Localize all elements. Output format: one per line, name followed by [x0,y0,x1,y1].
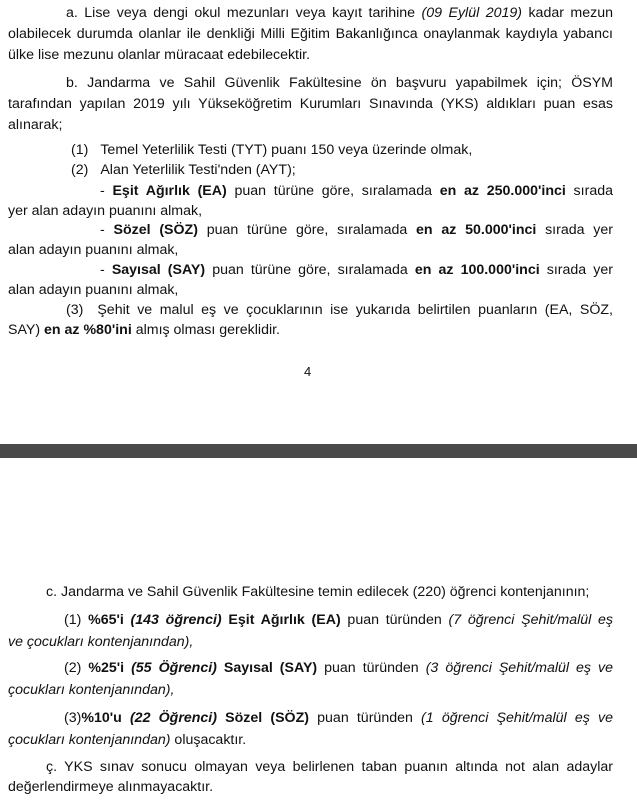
para-a-text-end: kadar mezun olabilecek durumda olanlar ile denkliği Milli Eğitim Bakanlığınca onaylanmak kaydıyla yabancı ülke lise mezunu olanlar müracaat edebilecektir. [8,5,614,63]
item-3-min-percent: en az %80'ini [44,322,132,338]
quota-3-count: (22 Öğrenci) [129,710,217,726]
quota-1 [64,610,613,630]
item-3-cont-text: SAY) [8,322,45,338]
quota-2-note: (3 öğrenci Şehit/malül eş ve [425,660,613,676]
quota-2 [64,658,613,678]
item-2 [71,160,296,180]
say-requirement [100,260,613,280]
quota-1-continuation [8,632,193,652]
quota-1-percent: %65'i [88,612,124,628]
quota-3-type: Sözel (SÖZ) [225,710,309,726]
quota-3-percent: %10'u [81,710,122,726]
soz-text: puan türüne göre, sıralamada [197,222,417,238]
say-rank: en az 100.000'inci [414,262,540,278]
item-3 [66,300,613,320]
soz-continuation: alan adayın puanını almak, [8,242,179,258]
item-1-text: Temel Yeterlilik Testi (TYT) puanı 150 veya üzerinde olmak, [100,142,473,158]
quota-2-type: Sayısal (SAY) [223,660,318,676]
document-page-bottom [0,458,637,806]
quota-1-note: (7 öğrenci Şehit/malül eş [448,612,614,628]
quota-1-type: Eşit Ağırlık (EA) [228,612,341,628]
ea-type: Eşit Ağırlık (EA) [112,183,227,199]
quota-1-note-end: ve çocukları kontenjanından), [8,634,194,650]
para-a-text: a. Lise veya dengi okul mezunları veya kayıt tarihine [66,5,422,21]
dash: - [100,262,112,278]
quota-3 [64,708,613,728]
soz-rank: en az 50.000'inci [416,222,537,238]
ea-rank: en az 250.000'inci [439,183,566,199]
ea-requirement [100,181,613,201]
paragraph-cc: ç. YKS sınav sonucu olmayan veya belirlenen taban puanın altında not alan adaylar değerlendirmeye alınmayacaktır. [8,759,613,795]
quota-1-number: (1) [64,612,89,628]
quota-1-count: (143 öğrenci) [130,612,222,628]
quota-2-continuation [8,680,174,700]
item-1-number: (1) [71,142,89,158]
item-3-continuation [8,320,280,340]
ea-continuation: yer alan adayın puanını almak, [8,203,203,219]
say-text-end: sırada yer [539,262,613,278]
dash: - [100,183,113,199]
para-a-date: (09 Eylül 2019) [421,5,522,21]
quota-3-note: (1 öğrenci Şehit/malül eş ve [421,710,613,726]
item-1 [71,140,472,160]
quota-2-percent: %25'i [88,660,125,676]
say-text: puan türüne göre, sıralamada [205,262,415,278]
item-3-number: (3) [66,302,84,318]
paragraph-b: b. Jandarma ve Sahil Güvenlik Fakültesine ön başvuru yapabilmek için; ÖSYM tarafından yapılan 2019 yılı Yükseköğretim Kurumları Sınavında (YKS) aldıkları puan esas alınarak; [8,75,613,133]
ea-text: puan türüne göre, sıralamada [226,183,440,199]
page-number: 4 [304,364,312,379]
soz-requirement [100,220,613,240]
item-3-cont-end: almış olması gereklidir. [131,322,280,338]
ea-text-end: sırada [565,183,613,199]
quota-3-number: (3) [64,710,82,726]
item-2-number: (2) [71,162,89,178]
page-separator [0,444,637,458]
item-3-text: Şehit ve malul eş ve çocuklarının ise yukarıda belirtilen puanların (EA, SÖZ, [97,302,613,318]
quota-3-text: puan türünden [308,710,422,726]
dash: - [100,222,114,238]
quota-1-text: puan türünden [340,612,449,628]
say-type: Sayısal (SAY) [111,262,206,278]
quota-2-count: (55 Öğrenci) [131,660,217,676]
quota-2-text: puan türünden [317,660,426,676]
quota-3-note-end: çocukları kontenjanından) [8,732,171,748]
soz-text-end: sırada yer [536,222,613,238]
paragraph-a [8,3,613,66]
quota-2-number: (2) [64,660,89,676]
quota-2-note-end: çocukları kontenjanından), [8,682,175,698]
soz-type: Sözel (SÖZ) [113,222,198,238]
quota-3-continuation [8,730,246,750]
paragraph-c: c. Jandarma ve Sahil Güvenlik Fakültesine temin edilecek (220) öğrenci kontenjanının; [46,584,590,600]
item-2-text: Alan Yeterlilik Testi'nden (AYT); [100,162,296,178]
quota-3-text-end: oluşacaktır. [170,732,247,748]
say-continuation: alan adayın puanını almak, [8,282,179,298]
